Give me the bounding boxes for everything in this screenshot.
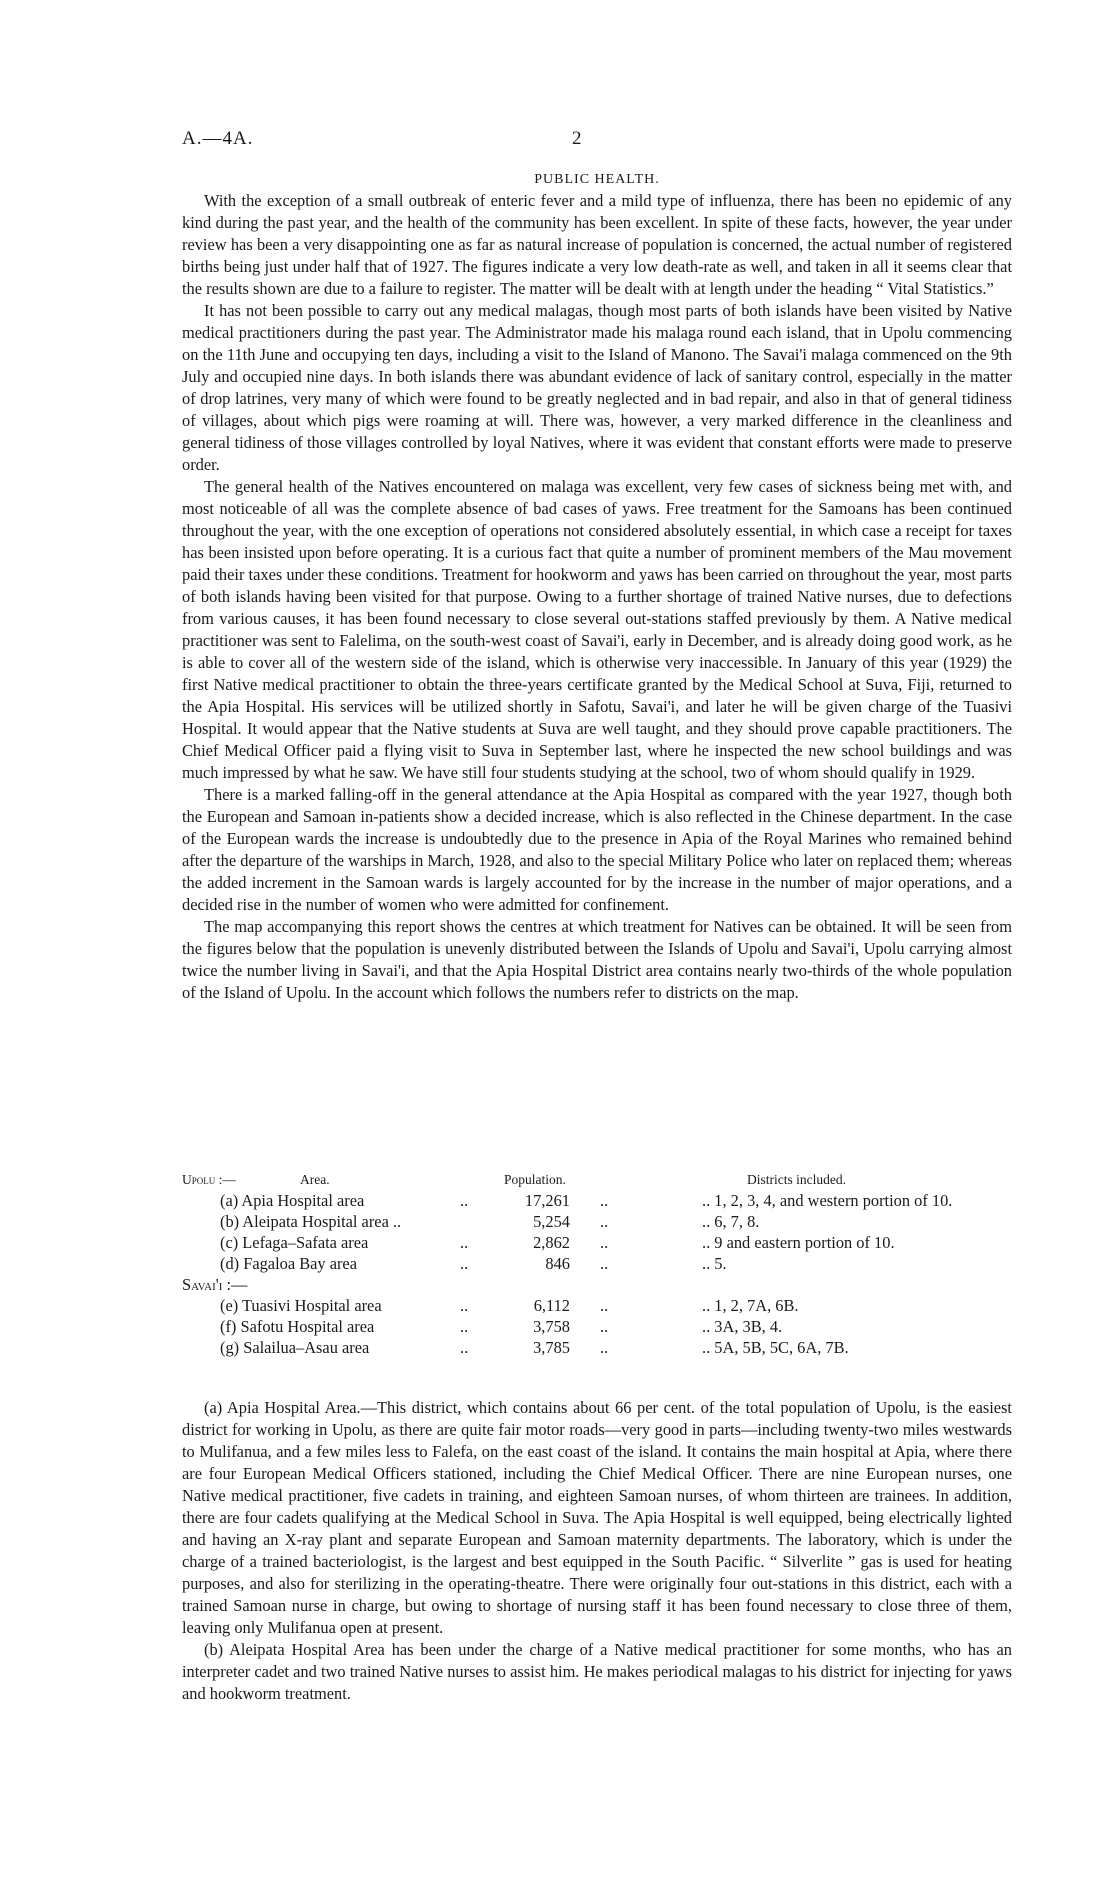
area-name: (g) Salailua–Asau area bbox=[220, 1338, 370, 1357]
table-row bbox=[182, 1211, 1012, 1232]
districts-included: .. 6, 7, 8. bbox=[702, 1212, 760, 1231]
population-value: 846 bbox=[545, 1254, 570, 1273]
districts-included: .. 9 and eastern portion of 10. bbox=[702, 1233, 895, 1252]
column-header-districts: Districts included. bbox=[747, 1172, 846, 1187]
population-value: 5,254 bbox=[533, 1212, 570, 1231]
section-title: PUBLIC HEALTH. bbox=[534, 172, 660, 187]
leader-dots: .. bbox=[600, 1233, 609, 1252]
leader-dots: .. bbox=[460, 1338, 469, 1357]
table-header-row bbox=[182, 1169, 1012, 1190]
table-row bbox=[182, 1295, 1012, 1316]
column-header-area: Area. bbox=[300, 1172, 330, 1187]
paragraph: (a) Apia Hospital Area.—This district, which contains about 66 per cent. of the total population of Upolu, is the easiest district for working in Upolu, as there are quite fair motor roads—very good in parts—including twenty-two miles westwards to Mulifanua, and a few miles less to Falefa, on the east coast of the island. It contains the main hospital at Apia, where there are four European Medical Officers stationed, including the Chief Medical Officer. There are nine European nurses, one Native medical practitioner, five cadets in training, and eighteen Samoan nurses, of whom thirteen are trainees. In addition, there are four cadets qualifying at the Medical School in Suva. The Apia Hospital is well equipped, being electrically lighted and having an X-ray plant and separate European and Samoan maternity departments. The laboratory, which is under the charge of a trained bacteriologist, is the largest and best equipped in the South Pacific. “ Silverlite ” gas is used for heating purposes, and also for sterilizing in the operating-theatre. There were originally four out-stations in this district, each with a trained Samoan nurse in charge, but owing to shortage of nursing staff it has been found necessary to close three of them, leaving only Mulifanua open at present. bbox=[182, 1398, 1012, 1637]
leader-dots: .. bbox=[460, 1254, 469, 1273]
column-header-population: Population. bbox=[504, 1172, 566, 1187]
districts-included: .. 1, 2, 7A, 6B. bbox=[702, 1296, 799, 1315]
paragraph: The general health of the Natives encountered on malaga was excellent, very few cases of sickness being met with, and most noticeable of all was the complete absence of bad cases of yaws. Free treatment for the Samoans has been continued throughout the year, with the one exception of operations not considered absolutely essential, in which case a receipt for taxes has been insisted upon before operating. It is a curious fact that quite a number of prominent members of the Mau movement paid their taxes under these conditions. Treatment for hookworm and yaws has been carried on throughout the year, most parts of both islands having been visited for that purpose. Owing to a further shortage of trained Native nurses, due to defections from various causes, it has been found necessary to close several out-stations staffed previously by them. A Native medical practitioner was sent to Falelima, on the south-west coast of Savai'i, early in December, and is already doing good work, as he is able to cover all of the western side of the island, which is otherwise very inaccessible. In January of this year (1929) the first Native medical practitioner to obtain the three-years certificate granted by the Medical School at Suva, Fiji, returned to the Apia Hospital. His services will be utilized shortly in Safotu, Savai'i, and later he will be given charge of the Tuasivi Hospital. It would appear that the Native students at Suva are well taught, and they should prove capable practitioners. The Chief Medical Officer paid a flying visit to Suva in September last, where he inspected the new school buildings and was much impressed by what he saw. We have still four students studying at the school, two of whom should qualify in 1929. bbox=[182, 477, 1012, 782]
table-row bbox=[182, 1253, 1012, 1274]
document-reference: A.—4A. bbox=[182, 128, 254, 149]
population-value: 2,862 bbox=[533, 1233, 570, 1252]
island-row bbox=[182, 1274, 1012, 1295]
leader-dots: .. bbox=[460, 1296, 469, 1315]
leader-dots: .. bbox=[600, 1338, 609, 1357]
leader-dots: .. bbox=[600, 1191, 609, 1210]
district-population-table bbox=[182, 1169, 1012, 1358]
paragraph: (b) Aleipata Hospital Area has been under the charge of a Native medical practitioner for some months, who has an interpreter cadet and two trained Native nurses to assist him. He makes periodical malagas to his district for injecting for yaws and hookworm treatment. bbox=[182, 1640, 1012, 1703]
population-value: 3,785 bbox=[533, 1338, 570, 1357]
table-row bbox=[182, 1232, 1012, 1253]
table-row bbox=[182, 1316, 1012, 1337]
leader-dots: .. bbox=[460, 1233, 469, 1252]
population-value: 3,758 bbox=[533, 1317, 570, 1336]
paragraph: With the exception of a small outbreak of enteric fever and a mild type of influenza, there has been no epidemic of any kind during the past year, and the health of the community has been excellent. In spite of these facts, however, the year under review has been a very disappointing one as far as natural increase of population is concerned, the actual number of registered births being just under half that of 1927. The figures indicate a very low death-rate as well, and taken in all it seems clear that the results shown are due to a failure to register. The matter will be dealt with at length under the heading “ Vital Statistics.” bbox=[182, 191, 1012, 298]
area-name: (e) Tuasivi Hospital area bbox=[220, 1296, 382, 1315]
districts-included: .. 5. bbox=[702, 1254, 727, 1273]
island-label-upolu: Upolu :— bbox=[182, 1172, 236, 1187]
districts-included: .. 5A, 5B, 5C, 6A, 7B. bbox=[702, 1338, 849, 1357]
paragraph: The map accompanying this report shows the centres at which treatment for Natives can be obtained. It will be seen from the figures below that the population is unevenly distributed between the Islands of Upolu and Savai'i, Upolu carrying almost twice the number living in Savai'i, and that the Apia Hospital District area contains nearly two-thirds of the whole population of the Island of Upolu. In the account which follows the numbers refer to districts on the map. bbox=[182, 917, 1012, 1002]
leader-dots: .. bbox=[460, 1191, 469, 1210]
area-name: (a) Apia Hospital area bbox=[220, 1191, 365, 1210]
population-value: 6,112 bbox=[533, 1296, 570, 1315]
paragraph: There is a marked falling-off in the general attendance at the Apia Hospital as compared with the year 1927, though both the European and Samoan in-patients show a decided increase, which is also reflected in the Chinese department. In the case of the European wards the increase is undoubtedly due to the presence in Apia of the Royal Marines who remained behind after the departure of the warships in March, 1928, and also to the special Military Police who later on replaced them; whereas the added increment in the Samoan wards is largely accounted for by the increase in the number of major operations, and a decided rise in the number of women who were admitted for confinement. bbox=[182, 785, 1012, 914]
island-label-savaii: Savai'i :— bbox=[182, 1275, 248, 1294]
districts-included: .. 1, 2, 3, 4, and western portion of 10. bbox=[702, 1191, 953, 1210]
table-row bbox=[182, 1337, 1012, 1358]
leader-dots: .. bbox=[600, 1212, 609, 1231]
districts-included: .. 3A, 3B, 4. bbox=[702, 1317, 783, 1336]
population-value: 17,261 bbox=[524, 1191, 570, 1210]
page-number: 2 bbox=[572, 128, 582, 149]
area-name: (f) Safotu Hospital area bbox=[220, 1317, 375, 1336]
paragraph: It has not been possible to carry out any medical malagas, though most parts of both islands have been visited by Native medical practitioners during the past year. The Administrator made his malaga round each island, that in Upolu commencing on the 11th June and occupying ten days, including a visit to the Island of Manono. The Savai'i malaga commenced on the 9th July and occupied nine days. In both islands there was abundant evidence of lack of sanitary control, especially in the matter of drop latrines, very many of which were found to be greatly neglected and in bad repair, and also in that of general tidiness of villages, about which pigs were roaming at will. There was, however, a very marked difference in the cleanliness and general tidiness of those villages controlled by loyal Natives, where it was evident that constant efforts were made to preserve order. bbox=[182, 301, 1012, 474]
leader-dots: .. bbox=[600, 1254, 609, 1273]
area-name: (b) Aleipata Hospital area .. bbox=[220, 1212, 402, 1231]
leader-dots: .. bbox=[460, 1317, 469, 1336]
body-text bbox=[182, 190, 1012, 1004]
area-name: (d) Fagaloa Bay area bbox=[220, 1254, 357, 1273]
area-name: (c) Lefaga–Safata area bbox=[220, 1233, 369, 1252]
leader-dots: .. bbox=[600, 1317, 609, 1336]
table-row bbox=[182, 1190, 1012, 1211]
body-text-continued bbox=[182, 1397, 1012, 1705]
leader-dots: .. bbox=[600, 1296, 609, 1315]
